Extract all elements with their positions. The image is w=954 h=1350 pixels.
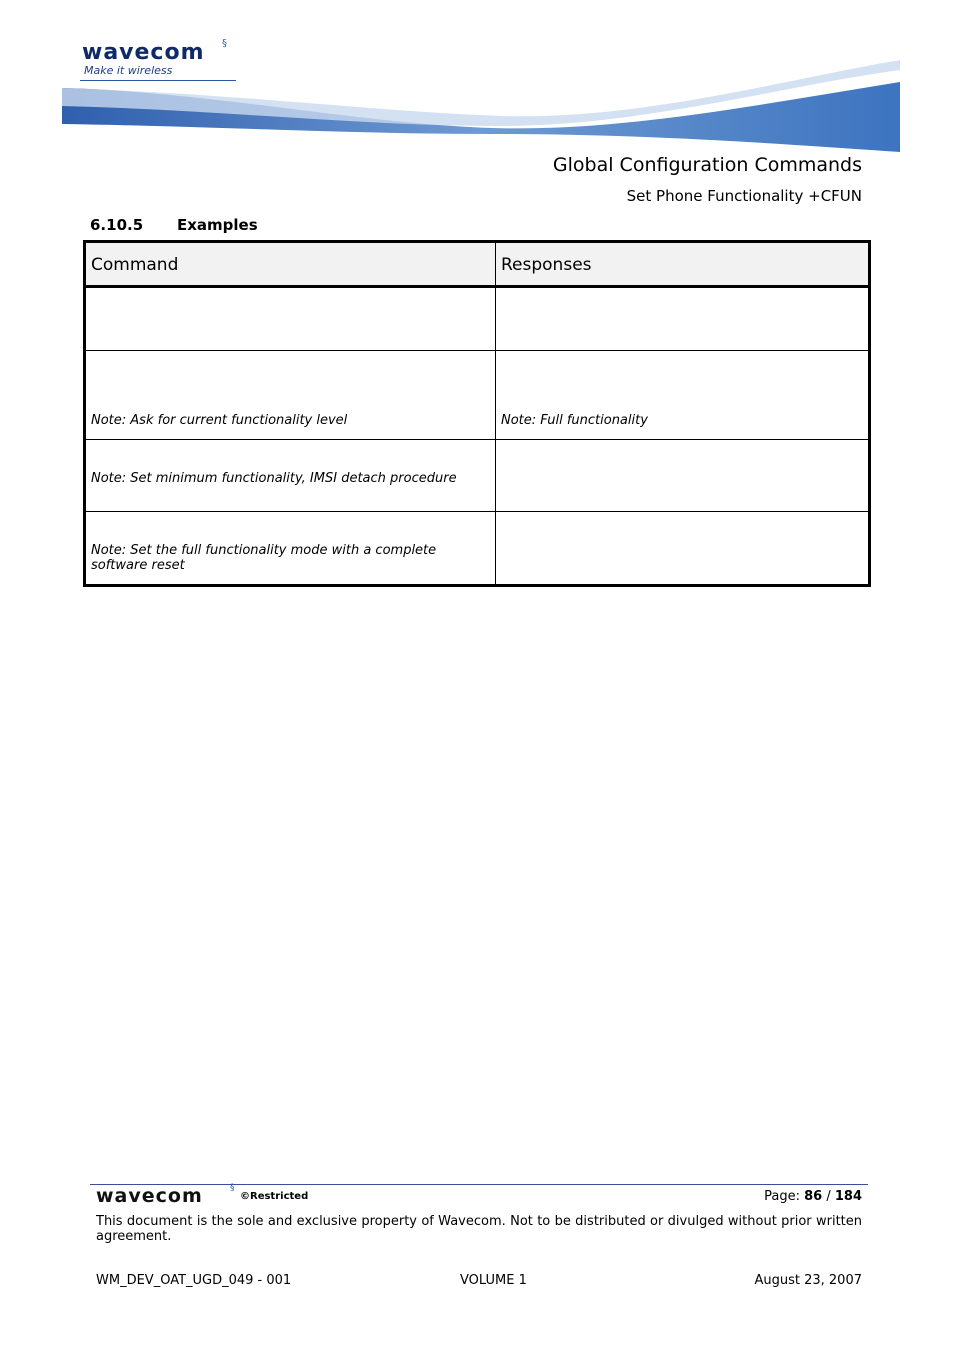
footer-wavecom-logo: wavecom: [96, 1185, 203, 1207]
logo-swirl-icon: §: [222, 38, 227, 49]
header-subtitle: Set Phone Functionality +CFUN: [626, 187, 862, 205]
table-row-2-response-note: Note: Full functionality: [501, 413, 648, 428]
footer-doc-id: WM_DEV_OAT_UGD_049 - 001: [96, 1273, 292, 1288]
table-row-4-command-note: Note: Set the full functionality mode with a complete software reset: [91, 543, 437, 573]
footer-page-number: Page: 86 / 184: [764, 1189, 862, 1204]
logo-tagline: Make it wireless: [84, 64, 173, 77]
footer-rule: [90, 1184, 868, 1185]
examples-table: [83, 240, 871, 587]
table-row-3-command-note: Note: Set minimum functionality, IMSI detach procedure: [91, 471, 457, 486]
column-header-responses: Responses: [501, 255, 592, 275]
header-banner-swoosh: [62, 54, 900, 154]
wavecom-logo: wavecom: [82, 40, 205, 65]
section-number: 6.10.5: [90, 216, 144, 234]
footer-date: August 23, 2007: [754, 1273, 862, 1288]
footer-volume: VOLUME 1: [460, 1273, 527, 1288]
column-header-command: Command: [91, 255, 179, 275]
footer-notice: This document is the sole and exclusive property of Wavecom. Not to be distributed or divulged without prior written agreement.: [96, 1214, 862, 1244]
page-total: 184: [834, 1189, 862, 1204]
section-heading: [90, 216, 258, 234]
row-separator: [86, 439, 868, 440]
page-current: 86: [804, 1189, 823, 1204]
row-separator: [86, 350, 868, 351]
column-divider: [495, 243, 496, 584]
section-title: Examples: [177, 216, 258, 234]
footer-logo-swirl-icon: §: [230, 1183, 235, 1193]
table-header-row: [86, 243, 868, 288]
page-label: Page:: [764, 1189, 800, 1204]
row-separator: [86, 511, 868, 512]
table-row-2-command-note: Note: Ask for current functionality level: [91, 413, 348, 428]
header-title: Global Configuration Commands: [552, 154, 862, 176]
footer-restricted: ©Restricted: [240, 1191, 309, 1202]
